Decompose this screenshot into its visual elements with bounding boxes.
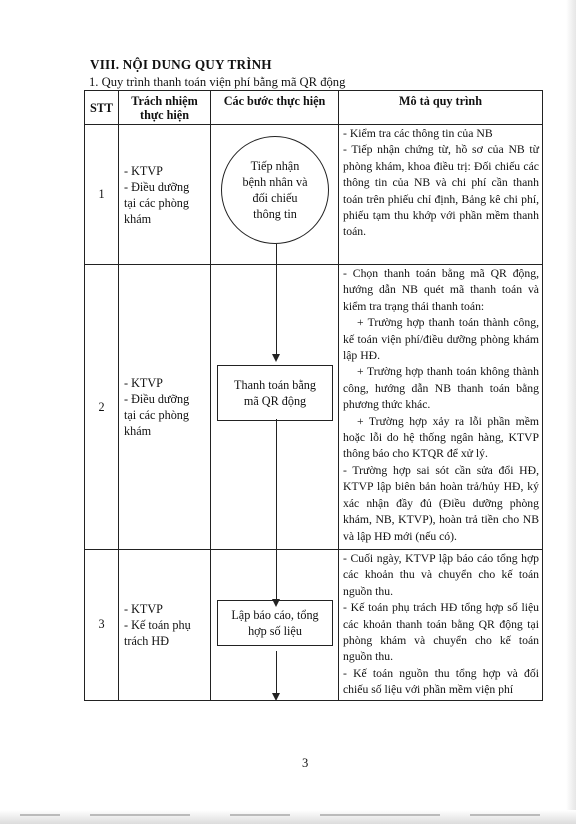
- process-table: [84, 90, 543, 701]
- header-steps: Các bước thực hiện: [211, 91, 339, 125]
- step-text: hợp số liệu: [248, 624, 302, 638]
- row-responsibility: [119, 550, 211, 701]
- step-text: mã QR động: [243, 394, 307, 408]
- table-row: [85, 125, 543, 265]
- row-description: [339, 125, 543, 265]
- flow-connector-3: [276, 651, 277, 693]
- description-paragraph: - Tiếp nhận chứng từ, hồ sơ của NB từ phòng khám, khoa điều trị: Đối chiếu các thông tin của NB và chi phí cần thanh toán trên phiếu chỉ định, Bảng kê chi phí, phiếu tạm thu khớp với phần mềm thanh toán.: [343, 143, 539, 239]
- responsibility-line: - Điều dưỡng: [124, 392, 190, 406]
- responsibility-line: tại các phòng: [124, 408, 189, 422]
- step-text: đối chiếu: [252, 191, 298, 205]
- start-circle: [221, 136, 329, 244]
- row-step-cell: [211, 550, 339, 701]
- responsibility-line: khám: [124, 424, 152, 438]
- row-description: [339, 550, 543, 701]
- description-paragraph: + Trường hợp thanh toán không thành công, hướng dẫn NB thanh toán bằng phương thức khác.: [343, 365, 539, 412]
- description-paragraph: + Trường hợp thanh toán thành công, kế toán viện phí/điều dưỡng phòng khám lập HĐ.: [343, 316, 539, 363]
- bottom-edge-marks: [20, 814, 540, 816]
- description-paragraph: - Trường hợp sai sót cần sửa đổi HĐ, KTVP lập biên bản hoàn trả/hủy HĐ, ký xác nhận đầy đủ (Điều dưỡng phòng khám, NB, KTVP), hoàn trả tiền cho NB và lập HĐ mới (nếu có).: [343, 463, 539, 543]
- row-responsibility: [119, 265, 211, 550]
- process-box-qr-payment: [217, 365, 333, 421]
- row-stt: 2: [85, 265, 119, 550]
- row-stt: 1: [85, 125, 119, 265]
- responsibility-line: khám: [124, 211, 152, 226]
- responsibility-line: trách HĐ: [124, 633, 170, 648]
- step-text: Lập báo cáo, tổng: [231, 608, 319, 622]
- responsibility-line: - KTVP: [124, 601, 163, 616]
- step-text: thông tin: [253, 207, 297, 221]
- responsibility-line: - Kế toán phụ: [124, 617, 191, 632]
- row-responsibility: [119, 125, 211, 265]
- header-stt: STT: [85, 91, 119, 125]
- description-paragraph: - Kiểm tra các thông tin của NB: [343, 127, 493, 140]
- row-description: [339, 265, 543, 550]
- table-row: [85, 550, 543, 701]
- flow-arrow-2: [272, 599, 280, 607]
- step-text: Tiếp nhận: [250, 159, 300, 173]
- page-number: 3: [302, 756, 309, 770]
- responsibility-line: - Điều dưỡng: [124, 179, 190, 194]
- responsibility-line: - KTVP: [124, 163, 163, 178]
- responsibility-line: - KTVP: [124, 376, 163, 390]
- description-paragraph: + Trường hợp xảy ra lỗi phần mềm hoặc lỗi do hệ thống ngân hàng, KTVP thông báo cho KTQR để xử lý.: [343, 414, 539, 461]
- flow-arrow-3: [272, 693, 280, 701]
- step-text: bệnh nhân và: [242, 175, 308, 189]
- responsibility-line: tại các phòng: [124, 195, 189, 210]
- flow-connector-2: [276, 419, 277, 599]
- table-row: [85, 265, 543, 550]
- section-heading: VIII. NỘI DUNG QUY TRÌNH: [90, 57, 272, 72]
- table-header-row: [85, 91, 543, 125]
- description-paragraph: - Chọn thanh toán bằng mã QR động, hướng dẫn NB quét mã thanh toán và kiểm tra trạng thái thanh toán:: [343, 267, 539, 313]
- row-stt: 3: [85, 550, 119, 701]
- row-step-cell: [211, 265, 339, 550]
- description-paragraph: - Cuối ngày, KTVP lập báo cáo tổng hợp các khoản thu và chuyển cho kế toán nguồn thu.: [343, 552, 539, 598]
- header-description: Mô tả quy trình: [339, 91, 543, 125]
- row-step-cell: [211, 125, 339, 265]
- header-responsibility-line: thực hiện: [140, 107, 189, 122]
- description-paragraph: - Kế toán phụ trách HĐ tổng hợp số liệu các khoản thanh toán bằng QR động tại phòng khám và chuyển cho kế toán nguồn thu.: [343, 601, 539, 664]
- step-text: Thanh toán bằng: [234, 378, 316, 392]
- description-paragraph: - Kế toán nguồn thu tổng hợp và đối chiếu số liệu với phần mềm viện phí: [343, 666, 539, 697]
- header-responsibility-line: Trách nhiệm: [131, 93, 198, 108]
- flow-arrow-1: [272, 354, 280, 362]
- sub-heading: 1. Quy trình thanh toán viện phí bằng mã QR động: [89, 75, 346, 89]
- page-bottom-shadow: [0, 810, 576, 824]
- flow-connector-1: [276, 244, 277, 354]
- header-responsibility: [119, 91, 211, 125]
- page-edge-shadow: [566, 0, 576, 824]
